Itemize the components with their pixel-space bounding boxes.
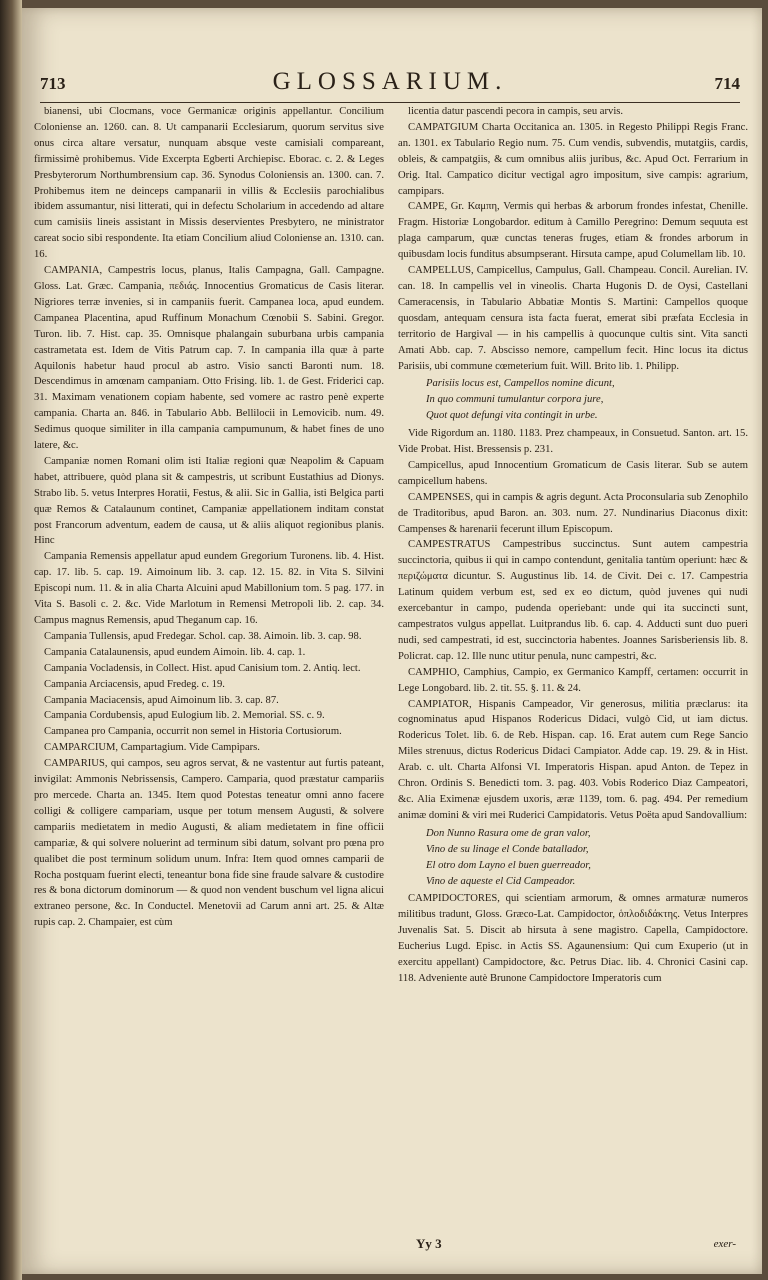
- paragraph: CAMPARCIUM, Campartagium. Vide Campipars.: [44, 742, 260, 754]
- paragraph: CAMPHIO, Camphius, Campio, ex Germanico Kampff, certamen: occurrit in Lege Longobard. lib. 2. tit. 55. §. 11. & 24.: [398, 666, 748, 694]
- book-page: [22, 8, 762, 1274]
- verse-line: El otro dom Layno el buen guerreador,: [426, 859, 591, 871]
- paragraph: Campania Tullensis, apud Fredegar. Schol. cap. 38. Aimoin. lib. 3. cap. 98.: [44, 630, 362, 642]
- signature-mark: Yy 3: [416, 1236, 442, 1251]
- paragraph: CAMPELLUS, Campicellus, Campulus, Gall. Champeau. Concil. Aurelian. IV. can. 18. In campellis vel in vineolis. Charta Hugonis D. de Oysi, Castellani Cameracensis, in Tabulario Abbatiæ Montis S. Martini: Campellos quoque quosdam, antequam censura ista facta fuerat, emerat sibi præfata Ecclesia in territorio de Hargival — in his campellis à quocunque cultis sint. Vita sancti Amati Abb. cap. 7. Abscisso nemore, campellum fecit. Hinc locus ita dictus Parisiis, ubi commune cœmeterium fuit. Will. Brito lib. 1. Philipp.: [398, 265, 748, 372]
- paragraph: Campicellus, apud Innocentium Gromaticum de Casis literar. Sub se autem campicellum habens.: [398, 459, 748, 487]
- verse-line: Vino de aqueste el Cid Campeador.: [426, 875, 576, 887]
- verse-line: Don Nunno Rasura ome de gran valor,: [426, 827, 591, 839]
- paragraph: CAMPENSES, qui in campis & agris degunt. Acta Proconsularia sub Zenophilo de Traditoribus, apud Baron. an. 303. num. 27. Nundinarius Diaconus dixit: Campenses & harenarii fecerunt illum Episcopum.: [398, 491, 748, 535]
- paragraph: Vide Rigordum an. 1180. 1183. Prez champeaux, in Consuetud. Santon. art. 15. Vide Probat. Hist. Bressensis p. 231.: [398, 428, 748, 456]
- paragraph: Campania Vocladensis, in Collect. Hist. apud Canisium tom. 2. Antiq. lect.: [44, 662, 361, 674]
- paragraph: CAMPIDOCTORES, qui scientiam armorum, & omnes armaturæ numeros militibus tradunt, Gloss. Græco-Lat. Campidoctor, ὁπλοδιδάκτης. Vetus Interpres Juvenalis Sat. 5. Discit ab hirsuta à sene magistro. Capella, Campidoctore. Eucherius Lugd. Episc. in Actis SS. Agaunensium: Qui cum Exuperio (ut in exercitu appellant) Campidoctore, &c. Petrus Diac. lib. 4. Chronici Casini cap. 118. Adveniente autè Brunone Campidoctore Imperatoris cum: [398, 893, 748, 984]
- paragraph: CAMPARIUS, qui campos, seu agros servat, & ne vastentur aut furtis pateant, invigilat: Ammonis Nebrissensis, Campero. Camparia, quod præstatur campariis pro mercede. Charta an. 1345. Item quod Potestas teneatur omni anno facere colligi & colligere campariam, usque per totum mensem Augusti, & solvere campariis medietatem in medio Augusti, & aliam medietatem in fine officii campariæ, & qui solvere noluerint ad terminum sibi datum, solvant pro pœna pro qualibet die post terminum solidum unum. Infra: Item quod omnes camparii de Rocha postquam fuerint electi, teneantur bona fide sine fraude salvare & custodire res & bona dictorum dominorum — & quod non vendent buschum vel ligna alicui extraneo persone, &c. In Conductel. Menetovii ad Carum anni art. 25. & Altæ rupis cap. 2. Champaier, est cùm: [34, 758, 384, 929]
- paragraph: CAMPANIA, Campestris locus, planus, Italis Campagna, Gall. Campagne. Gloss. Lat. Græc. Campania, πεδιάς. Innocentius Gromaticus de Casis literar. Nigriores terræ invenies, si in campaniis fuerit. Campanea loca, apud eundem. Campanea Placentina, apud Ruffinum Monachum Cœnobii S. Sabini. Gregor. Turon. lib. 7. Hist. cap. 35. Omnisque phalangain suburbana urbis campania castrametata est. Idem de Vitis Patrum cap. 7. In campania illa quæ à parte Aquilonis habetur haud procul ab astro. Visio sancti Baronti num. 18. Descendimus in amœnam campaniam. Otto Frising. lib. 1. de Gest. Friderici cap. 31. Maximam venationem copiam habente, sed vomere ac rastro penè experte campania. Charta an. 846. in Tabulario Abb. Bellilocii in Lemovicib. num. 49. Sedimus quoque similiter in illa campania campumunum, & habet fines de uno latere, &c.: [34, 265, 384, 452]
- page-title: GLOSSARIUM.: [272, 68, 508, 95]
- verse-line: Quot quot defungi vita contingit in urbe.: [426, 410, 598, 422]
- paragraph: Campania Arciacensis, apud Fredeg. c. 19.: [44, 678, 225, 690]
- two-column-body: [34, 104, 748, 1234]
- verse-quotation: [426, 376, 748, 424]
- paragraph: Campania Maciacensis, apud Aimoinum lib. 3. cap. 87.: [44, 694, 279, 706]
- paragraph: CAMPIATOR, Hispanis Campeador, Vir generosus, militia præclarus: ita cognominatus apud Hispanos Rodericus Didaci, vulgò Cid, ut iam dictus. Rodericus Tolet. lib. 6. de Reb. Hispan. cap. 16. Erat autem cum Rege Sancio Miles strenuus, dictus Rodericus Didaci Campiator. Adde cap. 19. 29. & in Hist. Arab. c. ult. Charta Alfonsi VI. Imperatoris Hispan. apud Anton. de Tepez in Chron. Ordinis S. Benedicti tom. 3. pag. 403. Vobis Roderico Diaz Campeatori, &c. Alia Eximenæ ejusdem uxoris, æræ 1139, tom. 6. pag. 494. Per remedium animæ domini & viri mei Ruderici Campidatoris. Vetus Poëta apud Sandovallium:: [398, 698, 748, 821]
- paragraph: CAMPESTRATUS Campestribus succinctus. Sunt autem campestria succinctoria, quibus ii qui in campo contendunt, genitalia tantùm operiunt: hæc & περιζώματα dicuntur. S. Augustinus lib. 14. de Civit. Dei c. 17. Campestria Latinum quidem verbum est, sed ex eo dictum, quòd juvenes qui nudi exercebantur in campo, pudenda operiebant: unde qui ita succincti sunt, campestratos vulgus appellat. Luitprandus lib. 6. cap. 4. Adducti sunt duo pueri nudi, sed campestrati, id est, succinctoria habentes. Joannes Sarisberiensis lib. 8. Policrat. cap. 12. Ille nunc utitur penula, nunc campestri, &c.: [398, 539, 748, 662]
- paragraph: Campania Catalaunensis, apud eundem Aimoin. lib. 4. cap. 1.: [44, 646, 306, 658]
- paragraph: CAMPATGIUM Charta Occitanica an. 1305. in Regesto Philippi Regis Franc. an. 1301. ex Tabulario Regio num. 75. Cum vendis, subvendis, mutatgiis, cardis, obleis, & campatgiis, & cum omnibus aliis juribus, &c. Apud Oct. Ferrarium in Orig. Ital. Campatico dicitur vectigal agro impositum, sive campis: agrarium, campipars.: [398, 121, 748, 197]
- paragraph: CAMPE, Gr. Καμπη, Vermis qui herbas & arborum frondes infestat, Chenille. Fragm. Historiæ Longobardor. editum à Camillo Peregrino: Demum sequuta est plaga camparum, quæ cunctas teneras fruges, etiam & frondes arborum in quibusdam locis funditus absumpserant. Hirsuta campe, apud Columellam lib. 10.: [398, 201, 748, 261]
- left-column: [34, 104, 384, 1234]
- right-column: [398, 104, 748, 1234]
- paragraph: Campania Cordubensis, apud Eulogium lib. 2. Memorial. SS. c. 9.: [44, 710, 325, 722]
- paragraph: Campaniæ nomen Romani olim isti Italiæ regioni quæ Neapolim & Capuam habet, attribuere, quòd plana sit & campestris, ut scribunt Eustathius ad Dionys. Strabo lib. 5. vetus Interpres Horatii, Festus, & alii. Sic in Gallia, isti Belgica parti quæ Remos & Catalaunum continet, Campaniæ appellationem inditam constat post Francorum adventum, eadem de causa, ut & aliis aliquot regionibus planis. Hinc: [34, 455, 384, 547]
- running-header: [40, 68, 740, 103]
- book-binding: [0, 0, 22, 1280]
- page-number-left: 713: [40, 74, 66, 93]
- verse-quotation: [426, 826, 748, 890]
- page-footer: [22, 1236, 762, 1262]
- catchword: exer-: [713, 1238, 736, 1250]
- verse-line: In quo communi tumulantur corpora jure,: [426, 394, 604, 406]
- paragraph: Campanea pro Campania, occurrit non semel in Historia Cortusiorum.: [44, 726, 342, 738]
- verse-line: Parisiis locus est, Campellos nomine dicunt,: [426, 378, 615, 390]
- paragraph: bianensi, ubi Clocmans, voce Germanicæ originis appellantur. Concilium Coloniense an. 1260. can. 8. Ut campanarii Ecclesiarum, quorum servitus sive onus circa altare versatur, nunquam absque veste camisiali compareant, firmissimè prohibemus. Vide Excerpta Egberti Archiepisc. Eborac. c. 2. & Leges Presbyterorum Northumbrensium cap. 36. Synodus Coloniensis an. 1300. can. 7. Prohibemus item ne deinceps campanarii in villis & Ecclesiis parochialibus ibidem assumantur, nisi litterati, qui in defectu Scholarium in accedendo ad altare cum camisiis lineis assistant in Missis deservientes Presbytero, ne ministrator careat socio sibi respondente. Ita etiam Concilium aliud Coloniense an. 1310. can. 16.: [34, 106, 384, 261]
- paragraph: licentia datur pascendi pecora in campis, seu arvis.: [408, 106, 624, 117]
- paragraph: Campania Remensis appellatur apud eundem Gregorium Turonens. lib. 4. Hist. cap. 17. lib. 5. cap. 19. Aimoinum lib. 3. cap. 12. 15. 82. in Vita S. Silvini Episcopi num. 11. & in alia Charta Alcuini apud Mabillonium tom. 5 pag. 177. in Vita S. Basoli c. 2. &c. Vide Marlotum in Remensi Metropoli lib. 2. cap. 34. Campus magnus Remensis, apud Theganum cap. 16.: [34, 551, 384, 626]
- verse-line: Vino de su linage el Conde batallador,: [426, 843, 589, 855]
- page-number-right: 714: [714, 74, 740, 93]
